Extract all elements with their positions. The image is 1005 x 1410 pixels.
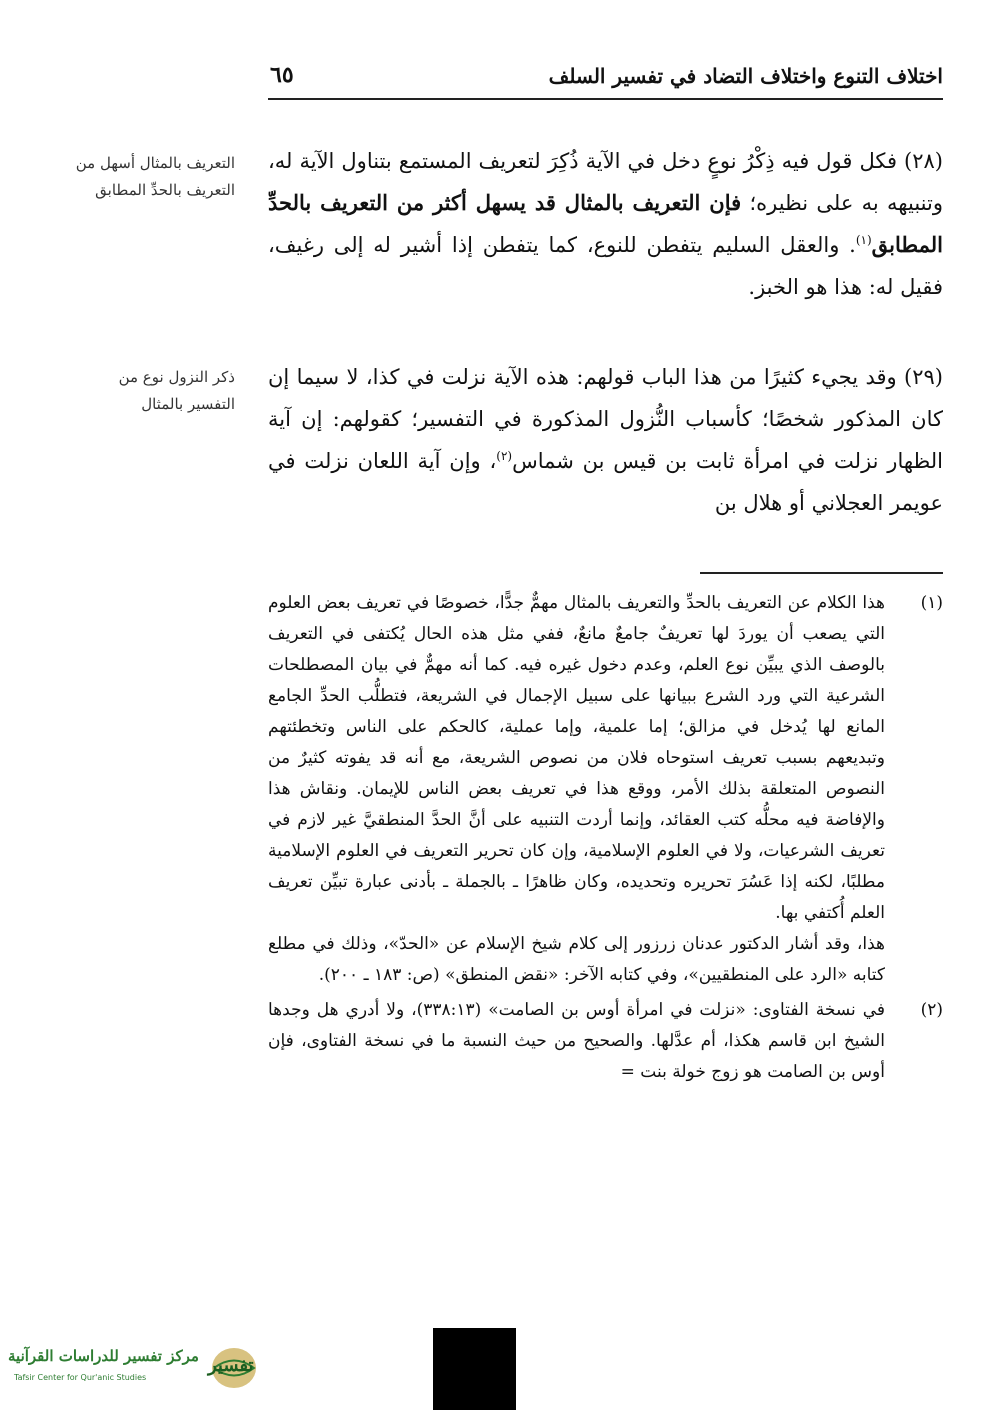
- paragraph-bold-text: فإن التعريف بالمثال قد يسهل أكثر من التعريف بالحدِّ المطابق: [268, 190, 943, 257]
- footnote-ref[interactable]: (١): [855, 233, 872, 247]
- page-number: ٦٥: [270, 62, 294, 88]
- paragraph-text: (٢٨) فكل قول فيه ذِكْرُ نوعٍ دخل في الآية ذُكِرَ لتعريف المستمع بتناول الآية له، وتنبيهه به على نظيره؛: [268, 149, 943, 215]
- logo-word: تفسير: [208, 1355, 254, 1376]
- logo-text: مركز تفسير للدراسات القرآنية: [8, 1347, 199, 1365]
- footnote-2: [268, 995, 943, 1088]
- paragraph-29: [268, 356, 943, 524]
- redaction-block: [433, 1328, 516, 1410]
- paragraph-28: [268, 140, 943, 308]
- footnote-text: هذا الكلام عن التعريف بالحدِّ والتعريف بالمثال مهمٌّ جدًّا، خصوصًا في تعريف بعض العلوم التي يصعب أن يوردَ لها تعريفٌ جامعٌ مانعٌ، ففي مثل هذه الحال يُكتفى في التعريف بالوصف الذي يبيِّن نوع العلم، وعدم دخول غيره فيه. كما أنه مهمٌّ في بيان المصطلحات الشرعية التي ورد الشرع ببيانها على سبيل الإجمال في الشريعة، فتطلُّب الحدِّ الجامع المانع لها يُدخل في مزالق؛ إما علمية، وإما عملية، كالحكم على الناس وتخطئتهم وتبديعهم بسبب تعريف استوحاه فلان من نصوص الشريعة، مع أنه قد يفوته كثيرٌ من النصوص المتعلقة بذلك الأمر، ووقع هذا في تعريف بعض الناس للإيمان. ونقاش هذا والإفاضة فيه محلُّه كتب العقائد، وإنما أردت التنبيه على أنَّ الحدَّ المنطقيَّ غير لازم في تعريف الشرعيات، ولا في العلوم الإسلامية، وإن كان تحرير التعريف في العلوم الإسلامية مطلبًا، لكنه إذا عَسُرَ تحريره وتحديده، وكان ظاهرًا ـ بالجملة ـ بأدنى عبارة تبيِّن تعريف العلم أُكتفي بها.: [268, 593, 885, 923]
- footnote-1: [268, 588, 943, 991]
- running-header: [268, 58, 943, 100]
- footnote-number: (١): [920, 593, 943, 613]
- footnote-text-continued: هذا، وقد أشار الدكتور عدنان زرزور إلى كلام شيخ الإسلام عن «الحدّ»، وذلك في مطلع كتابه «الرد على المنطقيين»، وفي كتابه الآخر: «نقض المنطق» (ص: ١٨٣ ـ ٢٠٠).: [268, 934, 885, 985]
- footnotes: [268, 588, 943, 1092]
- margin-note-definition: التعريف بالمثال أسهل من التعريف بالحدِّ المطابق: [75, 154, 235, 199]
- logo-subtitle: Tafsir Center for Qur'anic Studies: [14, 1373, 147, 1382]
- footnote-text: في نسخة الفتاوى: «نزلت في امرأة أوس بن الصامت» (٣٣٨:١٣)، ولا أدري هل وجدها الشيخ ابن قاسم هكذا، أم عدَّلها. والصحيح من حيث النسبة ما في نسخة الفتاوى، فإن أوس بن الصامت هو زوج خولة بنت =: [268, 1000, 885, 1082]
- paragraph-text: . والعقل السليم يتفطن للنوع، كما يتفطن إذا أشير له إلى رغيف، فقيل له: هذا هو الخبز.: [268, 233, 943, 299]
- footnote-separator: [700, 572, 943, 574]
- footnote-number: (٢): [920, 1000, 943, 1020]
- paragraph-text: ، وإن آية اللعان نزلت في عويمر العجلاني أو هلال بن: [268, 449, 943, 515]
- paragraph-text: (٢٩) وقد يجيء كثيرًا من هذا الباب قولهم: هذه الآية نزلت في كذا، لا سيما إن كان المذكور شخصًا؛ كأسباب النُّزول المذكورة في التفسير؛ كقولهم: إن آية الظهار نزلت في امرأة ثابت بن قيس بن شماس: [268, 365, 943, 473]
- header-title: اختلاف التنوع واختلاف التضاد في تفسير السلف: [548, 64, 943, 88]
- tafsir-center-logo: [8, 1343, 260, 1393]
- margin-note-revelation: ذكر النزول نوع من التفسير بالمثال: [118, 368, 235, 413]
- footnote-ref[interactable]: (٢): [496, 449, 513, 463]
